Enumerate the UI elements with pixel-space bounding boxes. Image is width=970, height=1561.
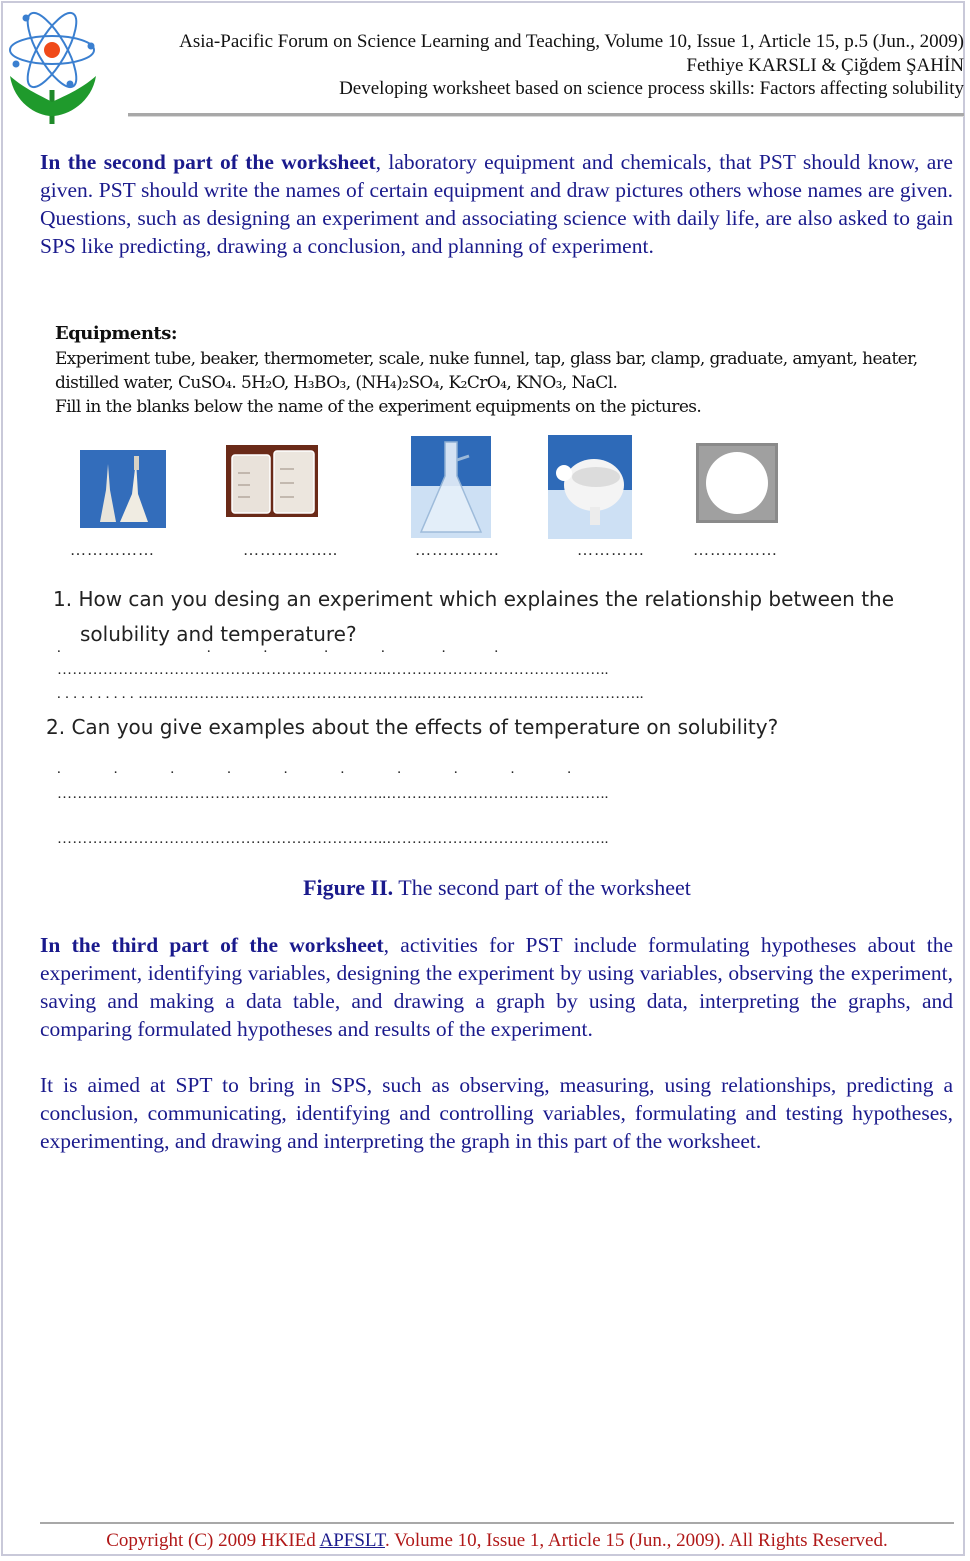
blank-answer-1: ……………: [70, 542, 155, 559]
footer-rule: [40, 1522, 954, 1524]
answer-dots: ………………………………………………………..……………………………………..: [57, 662, 609, 678]
journal-header: [104, 30, 964, 101]
header-article-title: Developing worksheet based on science process skills: Factors affecting solubility: [339, 78, 964, 99]
figure-caption-text: The second part of the worksheet: [393, 875, 691, 900]
apfslt-link[interactable]: APFSLT: [319, 1530, 385, 1551]
blank-answer-2: ……………..: [243, 542, 338, 559]
blank-answer-4: …………: [577, 542, 645, 559]
answer-dots: . . . . . . . . . .: [57, 761, 572, 777]
paragraph-lead-bold: In the third part of the worksheet: [40, 933, 384, 957]
blank-answer-5: ……………: [693, 542, 778, 559]
suction-flask-picture-icon: [411, 436, 491, 538]
buchner-funnel-picture-icon: [548, 435, 632, 539]
figure-caption: [0, 875, 970, 901]
equipments-title: Equipments:: [55, 323, 177, 344]
paragraph-second-part: [40, 148, 953, 260]
paragraph-third-part: [40, 931, 953, 1043]
equipments-instruction: Fill in the blanks below the name of the experiment equipments on the pictures.: [55, 397, 702, 417]
question-1-continued: solubility and temperature?: [80, 622, 357, 646]
funnel-picture-icon: [80, 450, 166, 528]
equipments-line-1: Experiment tube, beaker, thermometer, scale, nuke funnel, tap, glass bar, clamp, graduate, amyant, heater,: [55, 349, 918, 369]
copyright-footer: [0, 1530, 970, 1552]
paragraph-lead-bold: In the second part of the worksheet: [40, 150, 376, 174]
answer-dots: ………………………………………………………..……………………………………..: [57, 831, 609, 847]
question-1: 1. How can you desing an experiment which explaines the relationship between the: [53, 587, 895, 611]
paragraph-body: , laboratory equipment and chemicals, that PST should know, are given. PST should write the names of certain equipment and draw pictures others whose names are given. Questions, such as designing an experiment and associating science with daily life, are also asked to gain SPS like predicting, drawing a conclusion, and planning of experiment.: [40, 150, 953, 258]
answer-dots: . . . . . . .: [57, 640, 499, 656]
header-rule: [128, 113, 964, 117]
answer-dots: ………………………………………………………..……………………………………..: [57, 786, 609, 802]
footer-prefix: Copyright (C) 2009 HKIEd: [106, 1530, 320, 1551]
equipments-line-2: distilled water, CuSO₄. 5H₂O, H₃BO₃, (NH₄)₂SO₄, K₂CrO₄, KNO₃, NaCl.: [55, 373, 618, 393]
blank-answer-3: ……………: [415, 542, 500, 559]
paragraph-aims: It is aimed at SPT to bring in SPS, such as observing, measuring, using relationships, predicting a conclusion, communicating, identifying and controlling variables, formulating and testing hypotheses, experimenting, and drawing and interpreting the graph in this part of the worksheet.: [40, 1073, 953, 1153]
question-2: 2. Can you give examples about the effects of temperature on solubility?: [46, 715, 779, 739]
answer-dots: . . . . . . . . . . ………………………………………………..……………………………………..: [57, 686, 644, 702]
header-journal-line: Asia-Pacific Forum on Science Learning and Teaching, Volume 10, Issue 1, Article 15, p.5 (Jun., 2009): [179, 31, 964, 52]
paragraph-body: , activities for PST include formulating hypotheses about the experiment, identifying variables, designing the experiment by using variables, observing the experiment, saving and making a data table, and drawing a graph by using data, interpreting the graphs, and comparing formulated hypotheses and results of the experiment.: [40, 933, 953, 1041]
beakers-picture-icon: [226, 445, 318, 517]
atom-leaf-logo-icon: [6, 6, 102, 128]
wire-gauze-picture-icon: [696, 443, 778, 523]
footer-suffix: . Volume 10, Issue 1, Article 15 (Jun., 2009). All Rights Reserved.: [384, 1530, 888, 1551]
figure-label: Figure II.: [303, 875, 394, 900]
header-authors: Fethiye KARSLI & Çiğdem ŞAHİN: [686, 54, 964, 76]
equipments-list: [55, 347, 950, 419]
